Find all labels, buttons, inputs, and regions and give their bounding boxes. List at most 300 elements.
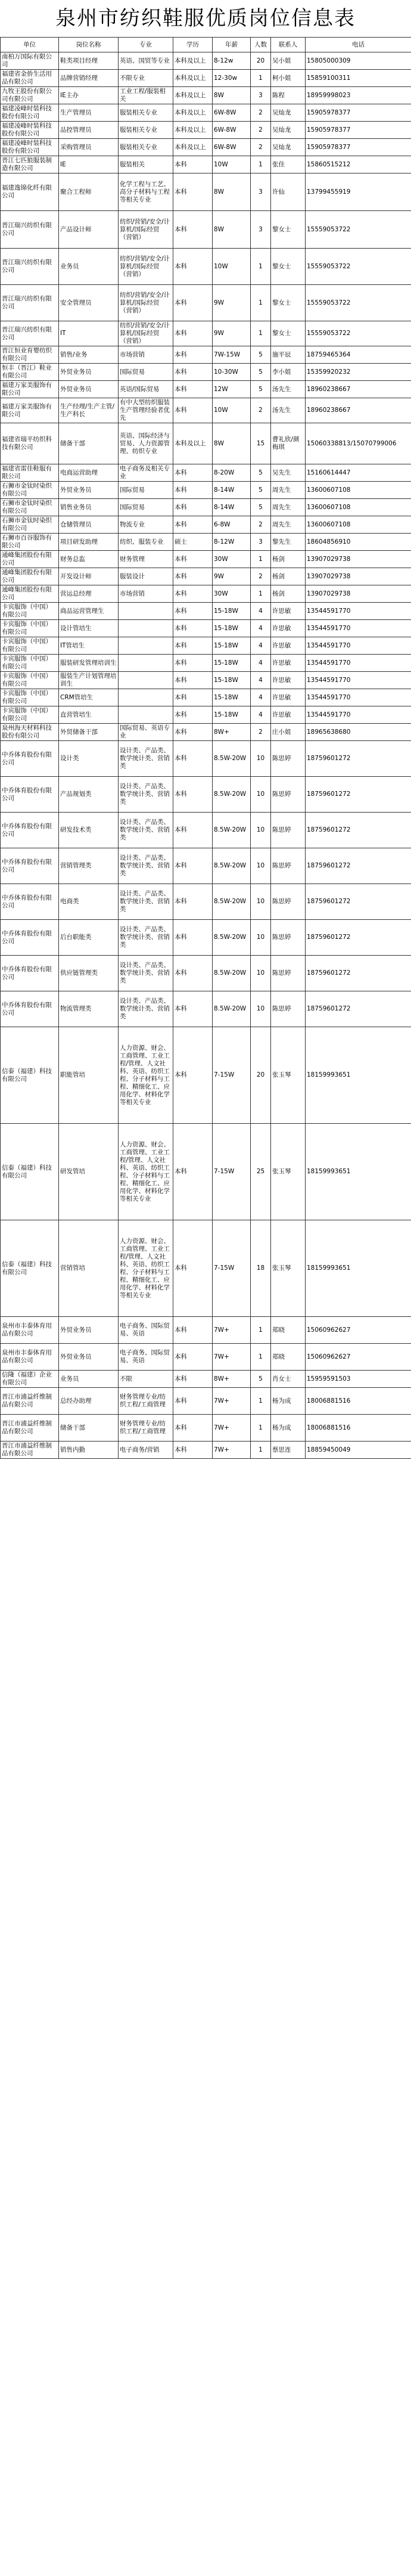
row-edu: 本科: [173, 1415, 213, 1442]
row-major: 设计类、产品类、数学统计类、营销类: [119, 741, 173, 777]
table-row: [1, 620, 411, 637]
row-salary: 10-30W: [213, 364, 251, 381]
row-unit: 福建凌峰时装科技股份有限公司: [1, 122, 59, 139]
row-contact: 杨剑: [271, 568, 306, 585]
header-phone: 电话: [306, 38, 411, 52]
row-job: IT: [59, 321, 119, 346]
row-phone: 18959998023: [306, 87, 411, 104]
table-row: [1, 655, 411, 672]
row-edu: 本科: [173, 285, 213, 321]
row-edu: 本科: [173, 173, 213, 211]
row-unit: 福建凌峰时装科技股份有限公司: [1, 104, 59, 122]
row-salary: 30W: [213, 551, 251, 568]
row-contact: 张佳: [271, 156, 306, 173]
row-phone: 18759601272: [306, 956, 411, 991]
row-edu: 本科: [173, 1371, 213, 1388]
row-contact: 陈思婷: [271, 848, 306, 884]
row-count: 1: [251, 585, 271, 603]
row-contact: 周先生: [271, 499, 306, 516]
row-count: 5: [251, 482, 271, 499]
row-phone: 18759601272: [306, 848, 411, 884]
row-job: 商品运营管理生: [59, 603, 119, 620]
row-count: 4: [251, 620, 271, 637]
row-salary: 8W: [213, 423, 251, 464]
row-unit: 通峰集团股份有限公司: [1, 551, 59, 568]
row-job: 产品规划类: [59, 777, 119, 813]
table-row: [1, 1317, 411, 1344]
row-phone: 13544591770: [306, 620, 411, 637]
row-contact: 陈程: [271, 87, 306, 104]
row-phone: 13544591770: [306, 603, 411, 620]
row-job: 开发设计师: [59, 568, 119, 585]
row-major: 英语/国际贸易: [119, 381, 173, 398]
row-salary: 15-18W: [213, 603, 251, 620]
row-major: 财务管理专业/纺织工程/工商管理: [119, 1415, 173, 1442]
row-job: 项目研发助理: [59, 534, 119, 551]
row-job: 服装研发管理培训生: [59, 655, 119, 672]
row-unit: 卡宾服饰（中国）有限公司: [1, 603, 59, 620]
row-unit: 福建省金侨生活用品有限公司: [1, 70, 59, 87]
row-major: 纺织/营销/安全/计算机/国际经贸（营销）: [119, 321, 173, 346]
row-count: 1: [251, 1317, 271, 1344]
table-row: [1, 398, 411, 423]
row-major: 服装相关: [119, 156, 173, 173]
row-unit: 信泰（福建）科技有限公司: [1, 1220, 59, 1317]
row-job: 电商类: [59, 884, 119, 920]
row-edu: 本科: [173, 1317, 213, 1344]
table-row: [1, 249, 411, 285]
row-edu: 本科及以上: [173, 52, 213, 70]
table-row: [1, 70, 411, 87]
row-salary: 10W: [213, 156, 251, 173]
row-major: [119, 655, 173, 672]
row-salary: 8W+: [213, 724, 251, 741]
row-count: 2: [251, 516, 271, 534]
row-job: 营销管培: [59, 1220, 119, 1317]
row-count: 5: [251, 1371, 271, 1388]
row-contact: 陈思婷: [271, 813, 306, 848]
row-phone: 13600607108: [306, 482, 411, 499]
row-edu: 本科: [173, 1388, 213, 1415]
table-row: [1, 637, 411, 655]
row-unit: 南柏万国际有限公司: [1, 52, 59, 70]
row-major: 服装相关专业: [119, 139, 173, 156]
row-edu: 本科: [173, 603, 213, 620]
table-row: [1, 848, 411, 884]
row-salary: 8.5W-20W: [213, 956, 251, 991]
row-phone: 15559053722: [306, 285, 411, 321]
row-phone: 15905978377: [306, 104, 411, 122]
table-row: [1, 1388, 411, 1415]
row-contact: 许思敏: [271, 706, 306, 724]
row-unit: 福建逸锦化纤有限公司: [1, 173, 59, 211]
row-salary: 7W-15W: [213, 346, 251, 364]
row-unit: 晋江瑞兴纺织有限公司: [1, 249, 59, 285]
row-major: 不限: [119, 1371, 173, 1388]
row-unit: 福建万家美服饰有限公司: [1, 381, 59, 398]
table-row: [1, 381, 411, 398]
row-job: 销售内勤: [59, 1442, 119, 1459]
row-major: 市场营销: [119, 585, 173, 603]
table-row: [1, 741, 411, 777]
row-job: 外贸业务员: [59, 364, 119, 381]
row-salary: 9W: [213, 321, 251, 346]
row-phone: 15559053722: [306, 321, 411, 346]
row-edu: 本科: [173, 848, 213, 884]
row-contact: 杨为成: [271, 1415, 306, 1442]
row-edu: 本科: [173, 1124, 213, 1220]
row-major: 人力资源、财会、工商管理、工业工程/管理、人文社科、英语、纺织工程、分子材料与工程、精细化工、应用化学、材料化学等相关专业: [119, 1220, 173, 1317]
row-count: 4: [251, 655, 271, 672]
row-unit: 中乔体育股份有限公司: [1, 813, 59, 848]
row-phone: 13544591770: [306, 689, 411, 706]
row-edu: 本科及以上: [173, 104, 213, 122]
row-job: 仓储管理员: [59, 516, 119, 534]
row-major: [119, 637, 173, 655]
row-contact: 汤先生: [271, 398, 306, 423]
row-major: 设计类、产品类、数学统计类、营销类: [119, 956, 173, 991]
table-row: [1, 1371, 411, 1388]
row-count: 1: [251, 1388, 271, 1415]
row-edu: 本科: [173, 920, 213, 956]
row-phone: 18159993651: [306, 1027, 411, 1124]
row-salary: 8-14W: [213, 499, 251, 516]
row-salary: 8W: [213, 87, 251, 104]
row-salary: 7W+: [213, 1388, 251, 1415]
row-job: 生产经理/生产主管/生产科长: [59, 398, 119, 423]
row-phone: 15060962627: [306, 1344, 411, 1371]
row-phone: 15559053722: [306, 211, 411, 249]
row-edu: 本科: [173, 568, 213, 585]
row-contact: 吴先生: [271, 464, 306, 482]
row-major: 英语、国贸等专业: [119, 52, 173, 70]
table-row: [1, 1027, 411, 1124]
row-edu: 本科: [173, 672, 213, 689]
row-phone: 18006881516: [306, 1415, 411, 1442]
row-phone: 15060962627: [306, 1317, 411, 1344]
row-contact: 汤先生: [271, 381, 306, 398]
row-major: 电子商务、国际贸易、英语: [119, 1344, 173, 1371]
row-phone: 15359920232: [306, 364, 411, 381]
row-contact: 黎女士: [271, 249, 306, 285]
row-unit: 福建省瑞平纺织科技有限公司: [1, 423, 59, 464]
row-contact: 许思敏: [271, 689, 306, 706]
row-unit: 泉州市丰泰体育用品有限公司: [1, 1317, 59, 1344]
row-edu: 本科: [173, 585, 213, 603]
row-major: 英语、国际经济与贸易、人力资源管理、纺织专业: [119, 423, 173, 464]
row-job: 直营管培生: [59, 706, 119, 724]
row-contact: 陈思婷: [271, 777, 306, 813]
row-job: 服装生产计划管理培训生: [59, 672, 119, 689]
row-edu: 本科: [173, 346, 213, 364]
row-unit: 晋江瑞兴纺织有限公司: [1, 321, 59, 346]
row-contact: 蔡思连: [271, 1442, 306, 1459]
row-phone: 15559053722: [306, 249, 411, 285]
row-major: 设计类、产品类、数学统计类、营销类: [119, 920, 173, 956]
row-unit: 卡宾服饰（中国）有限公司: [1, 620, 59, 637]
row-job: 生产管理员: [59, 104, 119, 122]
row-phone: 13799455919: [306, 173, 411, 211]
row-phone: 15860515212: [306, 156, 411, 173]
row-contact: 柯小姐: [271, 70, 306, 87]
row-count: 1: [251, 156, 271, 173]
row-major: 设计类、产品类、数学统计类、营销类: [119, 848, 173, 884]
row-count: 4: [251, 672, 271, 689]
table-row: [1, 956, 411, 991]
row-job: 营运总经理: [59, 585, 119, 603]
table-row: [1, 1344, 411, 1371]
row-edu: 本科及以上: [173, 139, 213, 156]
header-count: 人数: [251, 38, 271, 52]
row-phone: 15060338813/15070799006: [306, 423, 411, 464]
row-job: IT管培生: [59, 637, 119, 655]
row-job: 外贸业务员: [59, 1317, 119, 1344]
row-count: 4: [251, 706, 271, 724]
row-job: 设计类: [59, 741, 119, 777]
row-count: 5: [251, 464, 271, 482]
row-salary: 8-12W: [213, 534, 251, 551]
row-count: 1: [251, 285, 271, 321]
row-contact: 黎女士: [271, 285, 306, 321]
row-phone: 18759601272: [306, 920, 411, 956]
header-unit: 单位: [1, 38, 59, 52]
row-major: 设计类、产品类、数学统计类、营销类: [119, 813, 173, 848]
table-row: [1, 706, 411, 724]
row-unit: 通峰集团股份有限公司: [1, 568, 59, 585]
row-phone: 18960238667: [306, 398, 411, 423]
row-contact: 吴灿龙: [271, 122, 306, 139]
row-count: 3: [251, 534, 271, 551]
row-unit: 九牧王股份有限公司有限公司: [1, 87, 59, 104]
row-salary: 10W: [213, 398, 251, 423]
row-phone: 15805000309: [306, 52, 411, 70]
row-job: IE主办: [59, 87, 119, 104]
row-phone: 18159993651: [306, 1220, 411, 1317]
row-count: 20: [251, 52, 271, 70]
header-contact: 联系人: [271, 38, 306, 52]
row-phone: 13907029738: [306, 568, 411, 585]
row-count: 5: [251, 381, 271, 398]
row-count: 5: [251, 346, 271, 364]
row-job: 总经办助理: [59, 1388, 119, 1415]
row-unit: 中乔体育股份有限公司: [1, 956, 59, 991]
table-row: [1, 568, 411, 585]
row-count: 10: [251, 777, 271, 813]
row-salary: 7-15W: [213, 1124, 251, 1220]
row-salary: 8W+: [213, 1371, 251, 1388]
row-contact: 杨为成: [271, 1388, 306, 1415]
row-unit: 泉州市丰泰体育用品有限公司: [1, 1344, 59, 1371]
row-phone: 18759601272: [306, 741, 411, 777]
row-count: 2: [251, 104, 271, 122]
row-job: 采购管理员: [59, 139, 119, 156]
row-job: 职能管培: [59, 1027, 119, 1124]
table-row: [1, 1442, 411, 1459]
row-count: 4: [251, 637, 271, 655]
row-unit: 晋江七匹狼服装制造有限公司: [1, 156, 59, 173]
row-edu: 本科: [173, 516, 213, 534]
row-contact: 陈思婷: [271, 920, 306, 956]
row-contact: 施平辰: [271, 346, 306, 364]
table-row: [1, 1220, 411, 1317]
row-phone: 15905978377: [306, 139, 411, 156]
row-edu: 本科及以上: [173, 87, 213, 104]
row-phone: 13544591770: [306, 672, 411, 689]
row-job: 电商运营助理: [59, 464, 119, 482]
row-contact: 许思敏: [271, 637, 306, 655]
header-edu: 学历: [173, 38, 213, 52]
row-edu: 硕士: [173, 534, 213, 551]
row-phone: 15859100311: [306, 70, 411, 87]
row-major: 有中大型纺织服装生产管理经验者优先: [119, 398, 173, 423]
row-count: 25: [251, 1124, 271, 1220]
row-phone: 18604856910: [306, 534, 411, 551]
row-phone: 13907029738: [306, 551, 411, 568]
row-job: 研发技术类: [59, 813, 119, 848]
row-job: 储备干部: [59, 1415, 119, 1442]
row-job: 销售/业务: [59, 346, 119, 364]
row-count: 10: [251, 956, 271, 991]
row-unit: 卡宾服饰（中国）有限公司: [1, 689, 59, 706]
table-row: [1, 991, 411, 1027]
row-edu: 本科: [173, 813, 213, 848]
row-salary: 8-20W: [213, 464, 251, 482]
row-job: 外贸业务员: [59, 1344, 119, 1371]
table-row: [1, 156, 411, 173]
row-unit: 中乔体育股份有限公司: [1, 920, 59, 956]
row-contact: 吴灿龙: [271, 104, 306, 122]
row-job: 产品设计师: [59, 211, 119, 249]
row-edu: 本科: [173, 724, 213, 741]
row-count: 5: [251, 364, 271, 381]
table-row: [1, 516, 411, 534]
row-job: 设计管培生: [59, 620, 119, 637]
row-salary: 8.5W-20W: [213, 777, 251, 813]
row-count: 1: [251, 321, 271, 346]
row-salary: 12W: [213, 381, 251, 398]
row-job: 外贸业务员: [59, 381, 119, 398]
table-row: [1, 1124, 411, 1220]
row-phone: 13544591770: [306, 637, 411, 655]
row-edu: 本科: [173, 364, 213, 381]
row-edu: 本科及以上: [173, 122, 213, 139]
row-unit: 信泰（福建）科技有限公司: [1, 1124, 59, 1220]
row-phone: 15959591503: [306, 1371, 411, 1388]
row-edu: 本科: [173, 620, 213, 637]
row-phone: 13907029738: [306, 585, 411, 603]
row-major: [119, 672, 173, 689]
row-edu: 本科及以上: [173, 423, 213, 464]
row-major: 物流专业: [119, 516, 173, 534]
table-row: [1, 364, 411, 381]
row-count: 3: [251, 211, 271, 249]
row-contact: 杨剑: [271, 551, 306, 568]
row-job: 供应链管理类: [59, 956, 119, 991]
row-job: 销售业务员: [59, 499, 119, 516]
row-unit: 石狮市金钛时染织有限公司: [1, 482, 59, 499]
row-major: 国际贸易、英语专业: [119, 724, 173, 741]
row-contact: 黎女士: [271, 211, 306, 249]
row-contact: 陈思婷: [271, 884, 306, 920]
row-salary: 7-15W: [213, 1220, 251, 1317]
row-contact: 张玉琴: [271, 1220, 306, 1317]
row-count: 10: [251, 920, 271, 956]
row-edu: 本科: [173, 741, 213, 777]
row-unit: 晋江市浦益纤维制品有限公司: [1, 1388, 59, 1415]
row-major: 工业工程/服装相关: [119, 87, 173, 104]
row-contact: 李小姐: [271, 364, 306, 381]
row-salary: 15-18W: [213, 637, 251, 655]
row-unit: 福建万家美服饰有限公司: [1, 398, 59, 423]
row-contact: 陈思婷: [271, 991, 306, 1027]
row-count: 2: [251, 122, 271, 139]
row-salary: 8.5W-20W: [213, 813, 251, 848]
table-row: [1, 499, 411, 516]
row-count: 3: [251, 173, 271, 211]
row-salary: 8.5W-20W: [213, 920, 251, 956]
row-major: 服装相关专业: [119, 104, 173, 122]
row-phone: 18006881516: [306, 1388, 411, 1415]
row-edu: 本科: [173, 777, 213, 813]
row-phone: 13600607108: [306, 516, 411, 534]
row-job: 外贸储备干部: [59, 724, 119, 741]
row-major: 财务管理专业/纺织工程/工商管理: [119, 1388, 173, 1415]
row-major: 市场营销: [119, 346, 173, 364]
table-row: [1, 52, 411, 70]
row-job: 业务员: [59, 249, 119, 285]
row-contact: 黎女士: [271, 321, 306, 346]
row-major: 设计类、产品类、数学统计类、营销类: [119, 884, 173, 920]
table-row: [1, 689, 411, 706]
row-unit: 卡宾服饰（中国）有限公司: [1, 706, 59, 724]
row-count: 15: [251, 423, 271, 464]
row-major: [119, 603, 173, 620]
row-unit: 中乔体育股份有限公司: [1, 741, 59, 777]
row-job: 业务员: [59, 1371, 119, 1388]
row-count: 10: [251, 848, 271, 884]
row-salary: 30W: [213, 585, 251, 603]
row-salary: 8-12w: [213, 52, 251, 70]
row-job: 财务总监: [59, 551, 119, 568]
row-unit: 泉州海天材料科技股份有限公司: [1, 724, 59, 741]
table-row: [1, 884, 411, 920]
row-job: 研发管培: [59, 1124, 119, 1220]
row-major: 电子商务/营销: [119, 1442, 173, 1459]
row-edu: 本科: [173, 156, 213, 173]
row-unit: 信隆（福建）企业有限公司: [1, 1371, 59, 1388]
row-job: 安全管理员: [59, 285, 119, 321]
row-major: 国际贸易: [119, 499, 173, 516]
table-row: [1, 603, 411, 620]
row-contact: 曹礼欣/颜梅琪: [271, 423, 306, 464]
row-major: 人力资源、财会、工商管理、工业工程/管理、人文社科、英语、纺织工程、分子材料与工程、精细化工、应用化学、材料化学等相关专业: [119, 1124, 173, 1220]
row-count: 10: [251, 991, 271, 1027]
row-major: 纺织/营销/安全/计算机/国际经贸（营销）: [119, 285, 173, 321]
row-job: IE: [59, 156, 119, 173]
row-salary: 15-18W: [213, 689, 251, 706]
row-phone: 13544591770: [306, 706, 411, 724]
row-unit: 卡宾服饰（中国）有限公司: [1, 637, 59, 655]
row-contact: 陈思婷: [271, 956, 306, 991]
row-major: [119, 689, 173, 706]
row-edu: 本科及以上: [173, 70, 213, 87]
row-count: 20: [251, 1027, 271, 1124]
row-contact: 许思敏: [271, 672, 306, 689]
row-major: 国际贸易: [119, 364, 173, 381]
row-major: [119, 706, 173, 724]
table-row: [1, 1415, 411, 1442]
row-job: 聚合工程师: [59, 173, 119, 211]
